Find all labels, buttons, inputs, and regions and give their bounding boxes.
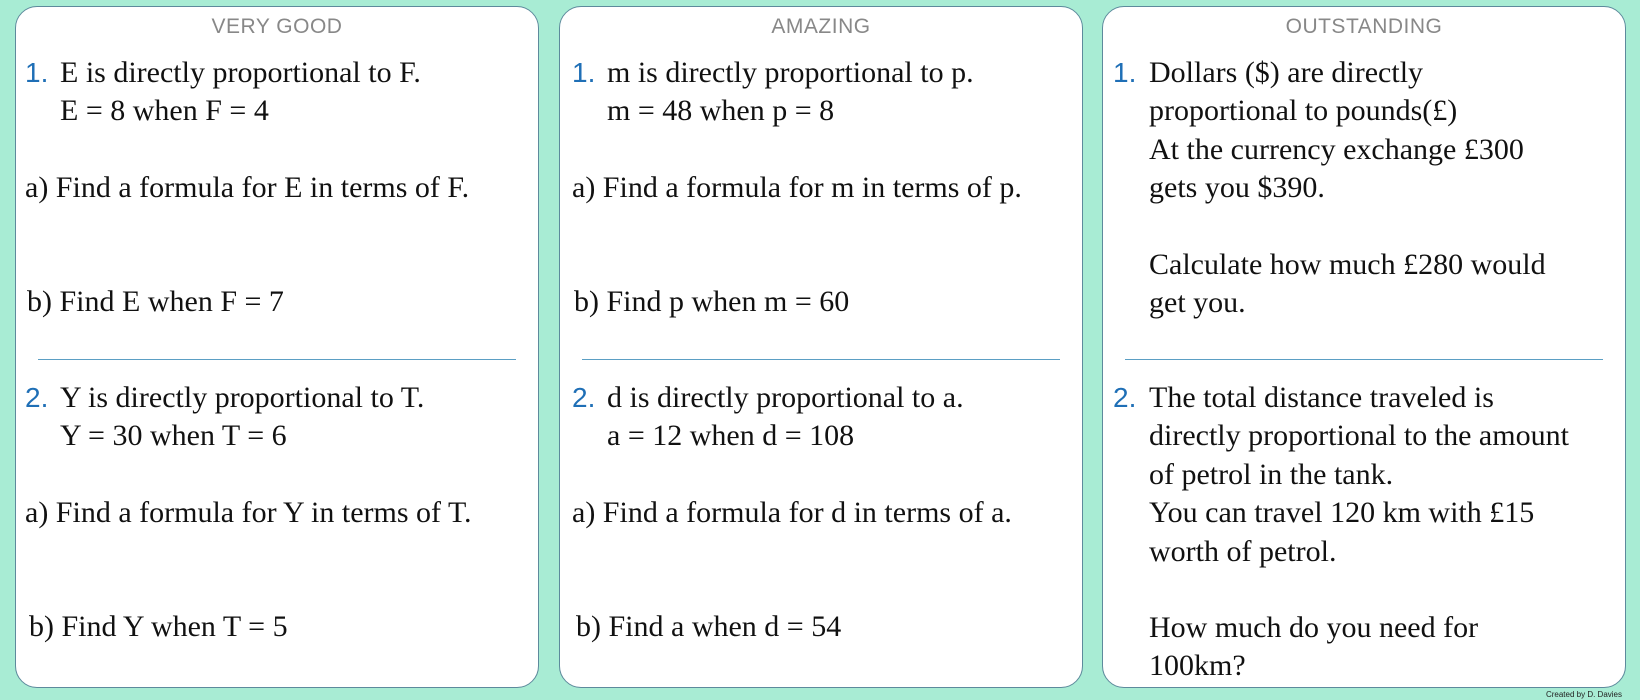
question-text: of petrol in the tank.: [1149, 458, 1394, 491]
divider: [1125, 359, 1603, 360]
question-text: Calculate how much £280 would: [1149, 248, 1546, 281]
part-a: a) Find a formula for Y in terms of T.: [25, 496, 472, 529]
question-text: proportional to pounds(£): [1149, 94, 1458, 127]
card-title: VERY GOOD: [211, 15, 343, 38]
question-number: 2.: [1113, 382, 1137, 413]
question-number: 1.: [1113, 57, 1137, 88]
card-title: OUTSTANDING: [1285, 15, 1443, 38]
part-a: a) Find a formula for m in terms of p.: [572, 171, 1022, 204]
part-b: b) Find a when d = 54: [576, 610, 842, 643]
question-text: m is directly proportional to p.: [607, 56, 974, 89]
question-condition: m = 48 when p = 8: [607, 94, 835, 127]
part-a: a) Find a formula for E in terms of F.: [25, 171, 470, 204]
question-text: Y is directly proportional to T.: [60, 381, 425, 414]
question-text: At the currency exchange £300: [1149, 133, 1524, 166]
divider: [582, 359, 1060, 360]
question-text: How much do you need for: [1149, 611, 1479, 644]
part-a: a) Find a formula for d in terms of a.: [572, 496, 1012, 529]
card-title: AMAZING: [771, 15, 871, 38]
part-b: b) Find Y when T = 5: [29, 610, 288, 643]
question-text: directly proportional to the amount: [1149, 419, 1569, 452]
question-number: 2.: [572, 382, 596, 413]
card-very-good: [15, 6, 539, 688]
question-text: d is directly proportional to a.: [607, 381, 964, 414]
question-condition: a = 12 when d = 108: [607, 419, 855, 452]
question-number: 1.: [572, 57, 596, 88]
credit-text: Created by D. Davies: [1545, 690, 1622, 699]
question-text: E is directly proportional to F.: [60, 56, 421, 89]
divider: [38, 359, 516, 360]
card-outstanding: [1102, 6, 1626, 688]
question-text: You can travel 120 km with £15: [1149, 496, 1535, 529]
question-text: get you.: [1149, 286, 1246, 319]
part-b: b) Find p when m = 60: [574, 285, 850, 318]
question-condition: E = 8 when F = 4: [60, 94, 269, 127]
part-b: b) Find E when F = 7: [27, 285, 284, 318]
question-number: 1.: [25, 57, 49, 88]
question-text: The total distance traveled is: [1149, 381, 1494, 414]
question-text: gets you $390.: [1149, 171, 1325, 204]
question-text: 100km?: [1149, 649, 1246, 682]
question-text: worth of petrol.: [1149, 535, 1337, 568]
question-condition: Y = 30 when T = 6: [60, 419, 287, 452]
card-amazing: [559, 6, 1083, 688]
question-text: Dollars ($) are directly: [1149, 56, 1424, 89]
question-number: 2.: [25, 382, 49, 413]
